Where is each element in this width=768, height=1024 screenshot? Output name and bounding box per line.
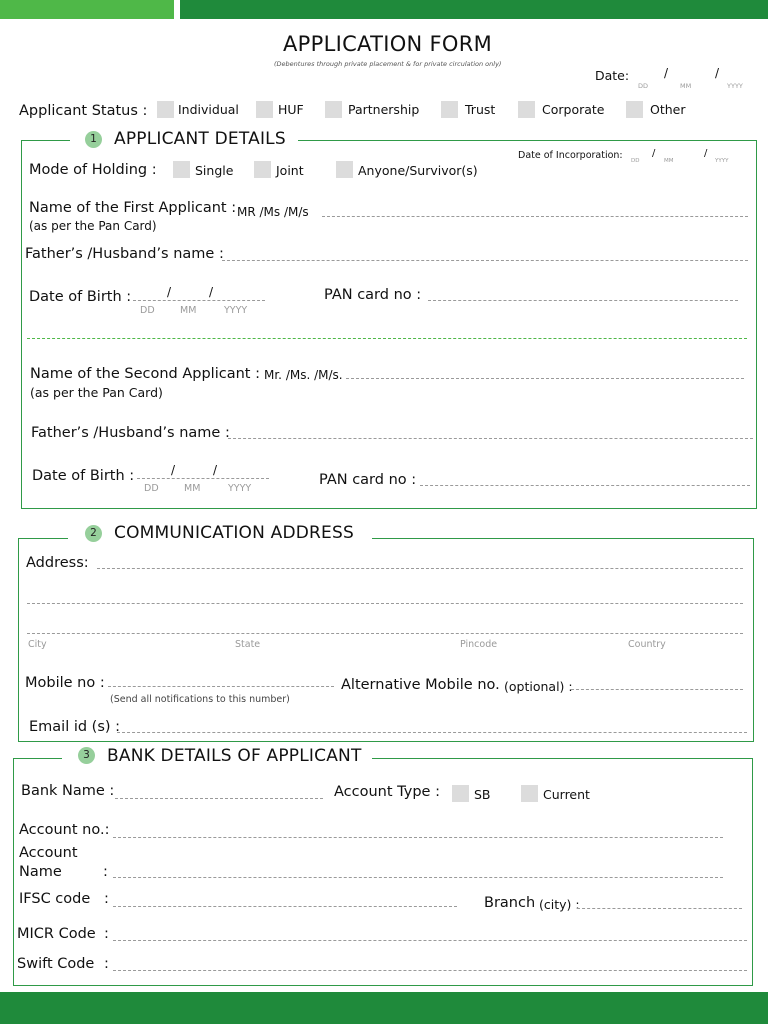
incorporation-date-label: Date of Incorporation:: [518, 150, 623, 161]
dob-field[interactable]: [133, 300, 265, 301]
mode-checkbox-joint[interactable]: [254, 161, 271, 178]
dob2-dd: DD: [144, 483, 159, 494]
date-slash-2: /: [715, 66, 720, 80]
section2-title: COMMUNICATION ADDRESS: [114, 523, 354, 543]
status-checkbox-trust[interactable]: [441, 101, 458, 118]
incorp-yyyy: YYYY: [715, 158, 729, 164]
mode-option-anyone-survivor: Anyone/Survivor(s): [358, 163, 478, 178]
date-slash-1: /: [664, 66, 669, 80]
mobile-note: (Send all notifications to this number): [110, 694, 290, 705]
status-checkbox-other[interactable]: [626, 101, 643, 118]
status-checkbox-individual[interactable]: [157, 101, 174, 118]
first-applicant-pan-note: (as per the Pan Card): [29, 219, 157, 233]
section1-title: APPLICANT DETAILS: [114, 129, 286, 149]
alt-mobile-note: (optional) :: [504, 679, 573, 694]
dob-label: Date of Birth :: [29, 289, 132, 305]
account-type-current: Current: [543, 787, 590, 802]
mode-of-holding-label: Mode of Holding :: [29, 162, 157, 178]
applicant-details-box: [21, 140, 757, 509]
incorp-dd: DD: [631, 158, 640, 164]
top-bar-left: [0, 0, 174, 19]
status-option-corporate: Corporate: [542, 102, 605, 117]
account-type-checkbox-sb[interactable]: [452, 785, 469, 802]
pan-card-field[interactable]: [428, 300, 738, 301]
incorp-slash-2: /: [704, 148, 708, 159]
dob2-slash-1: /: [171, 463, 176, 477]
status-checkbox-huf[interactable]: [256, 101, 273, 118]
applicant-separator: [27, 338, 747, 339]
account-name-colon: :: [103, 864, 108, 880]
alt-mobile-field[interactable]: [571, 689, 743, 690]
swift-code-field[interactable]: [113, 970, 747, 971]
status-checkbox-corporate[interactable]: [518, 101, 535, 118]
second-applicant-pan-note: (as per the Pan Card): [30, 385, 163, 400]
micr-code-field[interactable]: [113, 940, 747, 941]
account-type-sb: SB: [474, 787, 491, 802]
mode-checkbox-anyone-survivor[interactable]: [336, 161, 353, 178]
bank-name-field[interactable]: [115, 798, 323, 799]
dob2-yyyy: YYYY: [228, 483, 252, 494]
mode-option-joint: Joint: [276, 163, 304, 178]
city-label: City: [28, 639, 47, 650]
status-option-partnership: Partnership: [348, 102, 420, 117]
country-label: Country: [628, 639, 666, 650]
pan-card-field-2[interactable]: [420, 485, 750, 486]
ifsc-colon: :: [104, 891, 109, 907]
ifsc-label: IFSC code: [19, 891, 91, 907]
account-type-label: Account Type :: [334, 784, 440, 800]
date-yyyy: YYYY: [727, 82, 743, 90]
status-option-trust: Trust: [465, 102, 496, 117]
page-title: APPLICATION FORM: [283, 32, 493, 56]
branch-note: (city) :: [539, 897, 580, 912]
mode-checkbox-single[interactable]: [173, 161, 190, 178]
father-husband-name-label: Father’s /Husband’s name :: [25, 246, 224, 262]
dob-slash-1: /: [167, 285, 172, 299]
account-name-field[interactable]: [113, 877, 723, 878]
address-label: Address:: [26, 555, 89, 571]
date-label: Date:: [595, 68, 630, 83]
state-label: State: [235, 639, 261, 650]
account-name-label-line2: Name: [19, 864, 62, 880]
mode-option-single: Single: [195, 163, 234, 178]
dob-dd: DD: [140, 305, 155, 316]
mobile-label: Mobile no :: [25, 675, 105, 691]
father-husband-name-field-2[interactable]: [228, 438, 753, 439]
account-name-label-line1: Account: [19, 845, 78, 861]
father-husband-name-label-2: Father’s /Husband’s name :: [31, 425, 230, 441]
address-line-3[interactable]: [27, 633, 743, 634]
email-label: Email id (s) :: [29, 719, 121, 735]
top-bar-right: [180, 0, 768, 19]
section1-number-badge: 1: [85, 131, 102, 148]
dob-label-2: Date of Birth :: [32, 468, 135, 484]
alt-mobile-label: Alternative Mobile no.: [341, 677, 500, 693]
mobile-field[interactable]: [108, 686, 334, 687]
incorp-mm: MM: [664, 158, 674, 164]
date-mm: MM: [680, 82, 692, 90]
dob-field-2[interactable]: [137, 478, 269, 479]
dob2-mm: MM: [184, 483, 201, 494]
address-line-1[interactable]: [97, 568, 743, 569]
section3-number-badge: 3: [78, 747, 95, 764]
branch-field[interactable]: [577, 908, 742, 909]
dob2-slash-2: /: [213, 463, 218, 477]
branch-label: Branch: [484, 895, 536, 911]
second-applicant-name-field[interactable]: [346, 378, 744, 379]
dob-yyyy: YYYY: [224, 305, 248, 316]
second-applicant-prefix: Mr. /Ms. /M/s.: [264, 368, 343, 382]
status-checkbox-partnership[interactable]: [325, 101, 342, 118]
pan-card-label: PAN card no :: [324, 287, 422, 303]
swift-code-label: Swift Code: [17, 956, 95, 972]
account-type-checkbox-current[interactable]: [521, 785, 538, 802]
first-applicant-name-field[interactable]: [322, 216, 748, 217]
status-option-other: Other: [650, 102, 686, 117]
account-no-field[interactable]: [113, 837, 723, 838]
bottom-bar: [0, 992, 768, 1024]
applicant-status-label: Applicant Status :: [19, 103, 148, 119]
page-subtitle: (Debentures through private placement & for private circulation only): [274, 60, 502, 68]
father-husband-name-field[interactable]: [222, 260, 748, 261]
email-field[interactable]: [117, 732, 747, 733]
dob-mm: MM: [180, 305, 197, 316]
ifsc-field[interactable]: [113, 906, 457, 907]
first-applicant-prefix: MR /Ms /M/s: [237, 205, 309, 219]
micr-code-label: MICR Code: [17, 926, 96, 942]
first-applicant-name-label: Name of the First Applicant :: [29, 200, 237, 216]
swift-colon: :: [104, 956, 109, 972]
incorp-slash-1: /: [652, 148, 656, 159]
pincode-label: Pincode: [460, 639, 498, 650]
section3-title: BANK DETAILS OF APPLICANT: [107, 746, 362, 766]
address-line-2[interactable]: [27, 603, 743, 604]
pan-card-label-2: PAN card no :: [319, 472, 417, 488]
micr-colon: :: [104, 926, 109, 942]
account-no-label: Account no.:: [19, 822, 110, 838]
dob-slash-2: /: [209, 285, 214, 299]
second-applicant-name-label: Name of the Second Applicant :: [30, 366, 260, 382]
date-dd: DD: [638, 82, 649, 90]
status-option-huf: HUF: [278, 102, 304, 117]
status-option-individual: Individual: [178, 102, 239, 117]
bank-name-label: Bank Name :: [21, 783, 115, 799]
section2-number-badge: 2: [85, 525, 102, 542]
